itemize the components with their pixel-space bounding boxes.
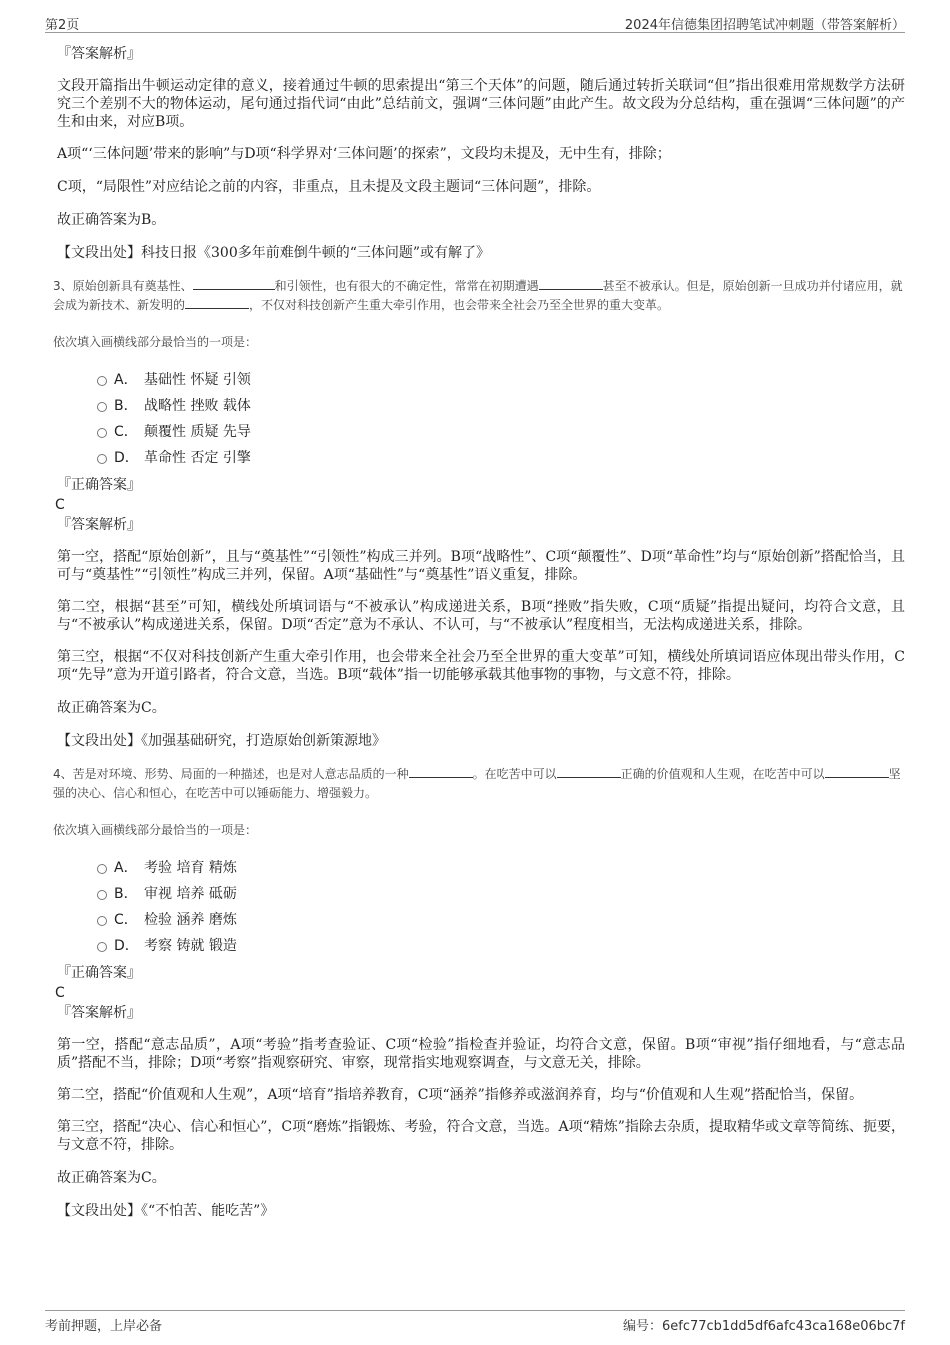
answer-conclusion: 故正确答案为C。 — [57, 1170, 166, 1186]
radio-icon[interactable] — [97, 454, 107, 464]
question-4-options — [57, 855, 905, 959]
correct-answer-label: 『正确答案』 — [57, 477, 141, 493]
option-c[interactable]: C． 检验 涵养 磨炼 — [57, 907, 905, 933]
option-a[interactable]: A． 考验 培育 精炼 — [57, 855, 905, 881]
document-code: 编号：6efc77cb1dd5df6afc43ca168e06bc7f — [622, 1319, 905, 1334]
blank-line — [409, 765, 473, 778]
page-header — [45, 12, 905, 33]
source-citation: 【文段出处】《加强基础研究，打造原始创新策源地》 — [57, 733, 386, 749]
blank-line — [825, 765, 889, 778]
question-4-text: 4、苦是对环境、形势、局面的一种描述，也是对人意志品质的一种 。在吃苦中可以 正确的价值观和人生观，在吃苦中可以 坚强的决心、信心和恒心，在吃苦中可以锤砺能力、增强毅力。 — [53, 767, 901, 800]
analysis-paragraph: 第一空，搭配“原始创新”，且与“奠基性”“引领性”构成三并列。B项“战略性”、C项“颠覆性”、D项“革命性”均与“原始创新”搭配恰当，且可与“奠基性”“引领性”构成三并列，保留。A项“基础性”与“奠基性”语义重复，排除。 — [57, 549, 905, 583]
analysis-paragraph: 第三空，搭配“决心、信心和恒心”，C项“磨炼”指锻炼、考验，符合文意，当选。A项“精炼”指除去杂质，提取精华或文章等简练、扼要，与文意不符，排除。 — [57, 1119, 905, 1153]
page-footer — [45, 1310, 905, 1333]
question-3-text: 3、原始创新具有奠基性、 和引领性，也有很大的不确定性，常常在初期遭遇 甚至不被承认。但是，原始创新一旦成功并付诸应用，就会成为新技术、新发明的 ，不仅对科技创新产生重大牵引作用，也会带来全社会乃至全世界的重大变革。 — [53, 279, 903, 312]
radio-icon[interactable] — [97, 942, 107, 952]
option-b[interactable]: B． 审视 培养 砥砺 — [57, 881, 905, 907]
option-d[interactable]: D． 革命性 否定 引擎 — [57, 445, 905, 471]
blank-line — [539, 277, 603, 290]
source-citation: 【文段出处】科技日报《300多年前难倒牛顿的“三体问题”或有解了》 — [57, 245, 491, 261]
source-citation: 【文段出处】《“不怕苦、能吃苦”》 — [57, 1203, 275, 1219]
radio-icon[interactable] — [97, 916, 107, 926]
option-b[interactable]: B． 战略性 挫败 载体 — [57, 393, 905, 419]
correct-answer: C — [55, 497, 65, 513]
radio-icon[interactable] — [97, 376, 107, 386]
analysis-label: 『答案解析』 — [57, 46, 141, 62]
question-instruction: 依次填入画横线部分最恰当的一项是： — [53, 823, 258, 837]
option-d[interactable]: D． 考察 铸就 锻造 — [57, 933, 905, 959]
radio-icon[interactable] — [97, 402, 107, 412]
blank-line — [193, 277, 275, 290]
radio-icon[interactable] — [97, 890, 107, 900]
analysis-paragraph: 第二空，根据“甚至”可知，横线处所填词语与“不被承认”构成递进关系，B项“挫败”指失败，C项“质疑”指提出疑问，均符合文意，且与“不被承认”构成递进关系，保留。D项“否定”意为不承认、不认可，与“不被承认”程度相当，无法构成递进关系，排除。 — [57, 599, 905, 633]
analysis-paragraph: 第二空，搭配“价值观和人生观”，A项“培育”指培养教育，C项“涵养”指修养或滋润养育，均与“价值观和人生观”搭配恰当，保留。 — [57, 1087, 864, 1103]
option-a[interactable]: A． 基础性 怀疑 引领 — [57, 367, 905, 393]
analysis-paragraph: A项“‘三体问题’带来的影响”与D项“科学界对‘三体问题’的探索”，文段均未提及，无中生有，排除； — [57, 146, 671, 162]
analysis-paragraph: C项，“局限性”对应结论之前的内容，非重点，且未提及文段主题词“三体问题”，排除。 — [57, 179, 601, 195]
option-c[interactable]: C． 颠覆性 质疑 先导 — [57, 419, 905, 445]
analysis-label: 『答案解析』 — [57, 517, 141, 533]
blank-line — [557, 765, 621, 778]
analysis-paragraph: 第一空，搭配“意志品质”，A项“考验”指考查验证、C项“检验”指检查并验证，均符合文意，保留。B项“审视”指仔细地看，与“意志品质”搭配不当，排除；D项“考察”指观察研究、审察，现常指实地观察调查，与文意无关，排除。 — [57, 1037, 905, 1071]
radio-icon[interactable] — [97, 428, 107, 438]
analysis-paragraph: 第三空，根据“不仅对科技创新产生重大牵引作用，也会带来全社会乃至全世界的重大变革”可知，横线处所填词语应体现出带头作用，C项“先导”意为开道引路者，符合文意，当选。B项“载体”指一切能够承载其他事物的事物，与文意不符，排除。 — [57, 649, 905, 683]
correct-answer: C — [55, 985, 65, 1001]
radio-icon[interactable] — [97, 864, 107, 874]
question-instruction: 依次填入画横线部分最恰当的一项是： — [53, 335, 258, 349]
main-content — [53, 44, 905, 1220]
page-number: 第2页 — [45, 18, 80, 33]
correct-answer-label: 『正确答案』 — [57, 965, 141, 981]
analysis-label: 『答案解析』 — [57, 1005, 141, 1021]
answer-conclusion: 故正确答案为C。 — [57, 700, 166, 716]
blank-line — [185, 296, 249, 309]
document-title: 2024年信德集团招聘笔试冲刺题（带答案解析） — [624, 18, 905, 33]
answer-conclusion: 故正确答案为B。 — [57, 212, 166, 228]
footer-slogan: 考前押题，上岸必备 — [45, 1319, 163, 1334]
question-3-options — [57, 367, 905, 471]
analysis-paragraph: 文段开篇指出牛顿运动定律的意义，接着通过牛顿的思索提出“第三个天体”的问题，随后通过转折关联词“但”指出很难用常规数学方法研究三个差别不大的物体运动，尾句通过指代词“由此”总结前文，强调“三体问题”由此产生。故文段为分总结构，重在强调“三体问题”的产生和由来，对应B项。 — [57, 78, 905, 130]
